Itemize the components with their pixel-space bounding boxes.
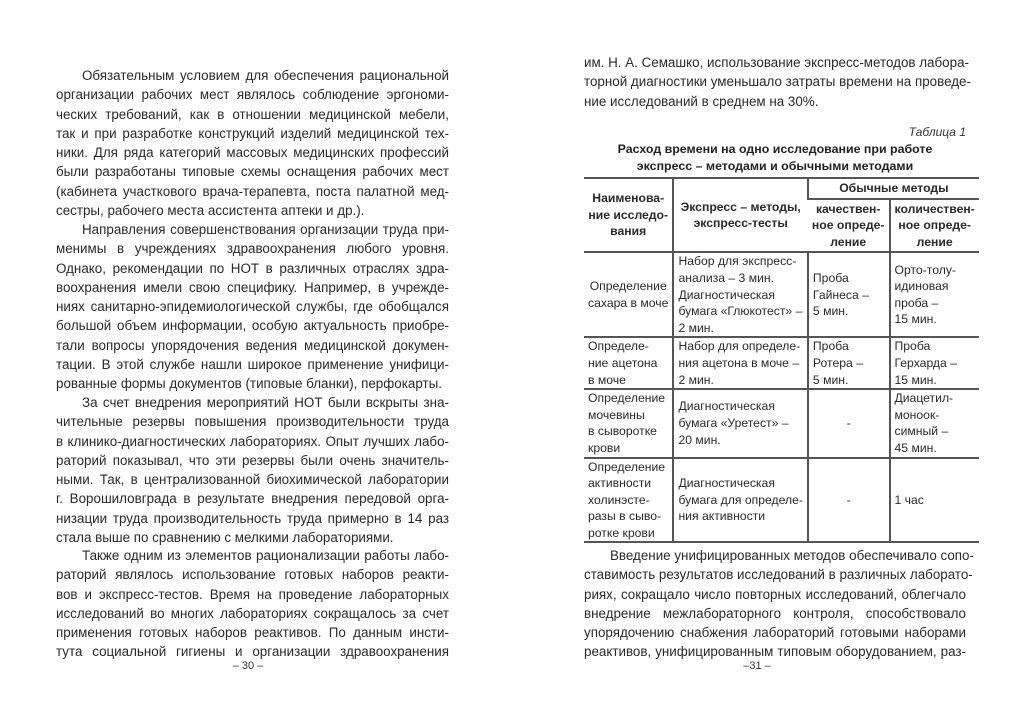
text-line: г. Ворошиловграда в результате внедрения передовой орга- [56, 491, 449, 507]
text-line: упорядочению снабжения лабораторий готовыми наборами [584, 625, 966, 640]
cell-qualitative: - [808, 389, 890, 457]
cell-qualitative: - [808, 458, 890, 543]
text-line: (кабинета участкового врача-терапевта, поста палатной мед- [56, 183, 449, 199]
table-row [584, 337, 979, 389]
cell-quantitative: Орто-толу- идиновая проба – 15 мин. [890, 252, 979, 337]
page-number: –31 – [743, 660, 771, 672]
cell-qualitative: Проба Гайнеса – 5 мин. [808, 252, 890, 337]
text-line: ческих требований, как в отношении медицинской мебели, [56, 106, 449, 122]
text-line: риях, сокращало число повторных исследований, облегчало [584, 586, 966, 602]
paragraph-directions [56, 220, 449, 393]
text-line: раторий показывал, что эти резервы были очень значитель- [56, 452, 449, 468]
cell-quantitative: Диацетил- моноок- симный – 45 мин. [890, 389, 979, 457]
text-line: раторий являлось использование готовых наборов реакти- [56, 567, 449, 583]
table-title-line: Расход времени на одно исследование при работе [617, 142, 933, 156]
table-caption: Таблица 1 [908, 125, 966, 139]
text-line: большой объем информации, особую актуальность приобре- [56, 318, 449, 334]
table-row [584, 252, 979, 337]
text-line: ставимость результатов исследований в различных лаборато- [584, 567, 973, 583]
cell-name: Определение сахара в моче [584, 252, 673, 337]
cell-quantitative: 1 час [890, 458, 979, 543]
header-express: Экспресс – методы, экспресс-тесты [673, 178, 807, 252]
table-title [584, 141, 966, 175]
text-line: менимы в учреждениях здравоохранения любого уровня. [56, 241, 449, 257]
text-line: Направления совершенствования организации труда при- [82, 222, 449, 237]
text-line: тации. В этой службе нашли широкое применение унифици- [56, 356, 449, 372]
text-line: применения готовых наборов реактивов. По данным инсти- [56, 625, 449, 640]
paragraph-unified-methods [584, 546, 974, 662]
text-line: За счет внедрения мероприятий НОТ были вскрыты зна- [82, 395, 449, 410]
text-line: Однако, рекомендации по НОТ в различных отраслях здра- [56, 260, 449, 276]
right-page [512, 0, 1024, 723]
text-line: внедрение межлабораторного контроля, способствовало [584, 605, 966, 621]
cell-express: Диагностическая бумага для определе- ния активности [673, 458, 807, 543]
paragraph-reserves [56, 393, 449, 547]
table-row [584, 389, 979, 457]
text-line: в клинико-диагностических лабораториях. Опыт лучших лабо- [56, 433, 449, 449]
cell-qualitative: Проба Ротера – 5 мин. [808, 337, 890, 389]
header-qualitative: качествен- ное опреде- ление [808, 199, 890, 253]
paragraph-reagent-kits [56, 546, 449, 662]
text-line: ниях санитарно-эпидемиологической службы, где обобщался [56, 299, 449, 314]
text-line: тута социальной гигиены и организации здравоохранения [56, 644, 449, 660]
text-line: ники. Для ряда категорий массовых медицинских профессий [56, 145, 449, 160]
header-usual-methods: Обычные методы [808, 178, 979, 199]
text-line: реактивов, унифицированным типовым оборудованием, раз- [584, 644, 966, 660]
text-line: воохранения имели свою специфику. Например, в учрежде- [56, 279, 449, 295]
text-line: рованные формы документов (типовые бланки), перфокарты. [56, 376, 442, 391]
cell-quantitative: Проба Герхарда – 15 мин. [890, 337, 979, 389]
header-name: Наименова- ние исследо- вания [584, 178, 673, 252]
text-line: Введение унифицированных методов обеспечивало сопо- [610, 548, 974, 563]
text-line: организации рабочих мест являлось соблюдение эргономи- [56, 87, 449, 103]
text-line: торной диагностики уменьшало затраты времени на проведе- [584, 74, 971, 90]
cell-name: Определение мочевины в сыворотке крови [584, 389, 673, 457]
table-title-line: экспресс – методами и обычными методами [636, 159, 914, 173]
text-line: исследований во многих лабораториях сокращалось за счет [56, 605, 449, 621]
cell-name: Определе- ние ацетона в моче [584, 337, 673, 389]
cell-express: Набор для экспресс- анализа – 3 мин. Диагностическая бумага «Глюкотест» – 2 мин. [673, 252, 807, 337]
text-line: так и при разработке конструкций изделий медицинской тех- [56, 125, 449, 141]
text-line: чительные резервы повышения производительности труда [56, 414, 449, 430]
cell-name: Определение активности холинэсте- разы в сыво- ротке крови [584, 458, 673, 543]
paragraph-ergonomics [56, 66, 449, 220]
header-quantitative: количествен- ное опреде- ление [890, 199, 979, 253]
text-line: им. Н. А. Семашко, использование экспресс-методов лабора- [584, 55, 969, 70]
text-line: ными. Так, в централизованной биохимической лаборатории [56, 472, 449, 487]
cell-express: Диагностическая бумага «Уретест» – 20 мин. [673, 389, 807, 457]
text-line: Также одним из элементов рационализации работы лабо- [82, 548, 449, 563]
table-row [584, 458, 979, 543]
paragraph-intro [584, 53, 971, 111]
time-comparison-table [584, 177, 979, 543]
text-line: тали вопросы упорядочения ведения медицинской докумен- [56, 337, 449, 353]
text-line: вов и экспресс-тестов. Время на проведение лабораторных [56, 586, 449, 602]
text-line: ние исследований в среднем на 30%. [584, 93, 819, 109]
text-line: были разработаны типовые схемы оснащения рабочих мест [56, 164, 449, 180]
page-number: – 30 – [232, 660, 264, 672]
text-line: низации труда производительность труда примерно в 14 раз [56, 510, 449, 526]
text-line: стала выше по сравнению с мелкими лабораториями. [56, 529, 394, 545]
cell-express: Набор для определе- ния ацетона в моче – 2 мин. [673, 337, 807, 389]
text-line: Обязательным условием для обеспечения рациональной [82, 68, 449, 83]
text-line: сестры, рабочего места ассистента аптеки и др.). [56, 202, 365, 218]
